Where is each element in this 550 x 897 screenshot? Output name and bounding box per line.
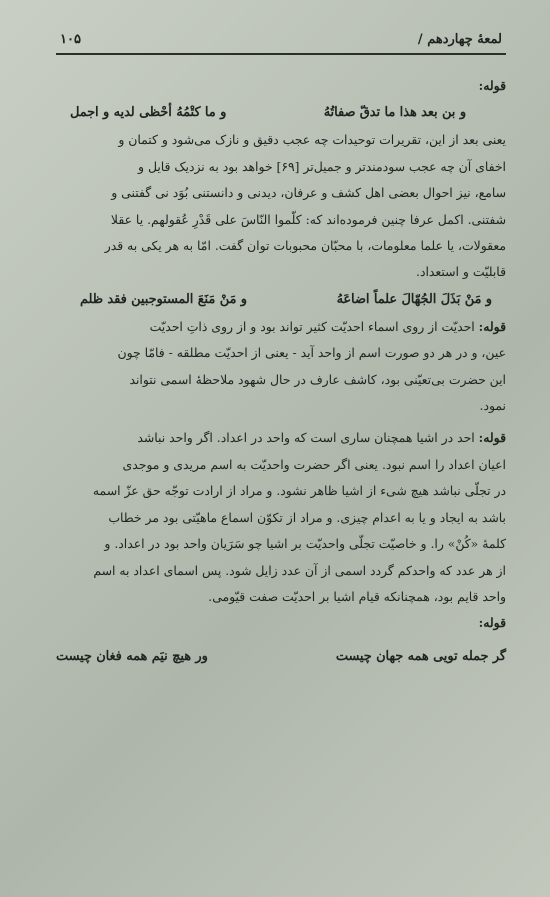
section-label: قوله: [478, 615, 506, 631]
body-line: از هر عدد که واحدکم گردد اسمی از آن عدد زایل شود. پس اسمای اعداد به اسم [93, 562, 506, 578]
body-line: کلمهٔ «کُنْ» را. و خاصیّت تجلّی واحدیّت بر اشیا چو سَرَیان واحد بود در اعداد. و [104, 536, 506, 552]
verse-hemistich-first: گر جمله تویی همه جهان چیست [335, 648, 506, 664]
body-line: این حضرت بی‌تعیّنی بود، کاشف عارف در حال شهود ملاحظهٔ اسمی نتواند [129, 371, 506, 387]
verse-couplet [56, 286, 506, 314]
body-line: یعنی بعد از این، تقریرات توحیدات چه عجب دقیق و نازک می‌شود و کتمان و [118, 132, 506, 148]
section-label: قوله: [478, 318, 506, 334]
section-label: قوله: [478, 430, 506, 446]
body-line: قوله: احدیّت از روی اسماء احدیّت کثیر تواند بود و از روی ذاتِ احدیّت [149, 318, 506, 334]
body-line: شفتنی. اکمل عرفا چنین فرموده‌اند که: کلّموا النّاسَ علی قَدْرِ عُقولهم. یا عقلا [110, 211, 506, 227]
running-head [56, 32, 506, 53]
verse-hemistich-second: و مَنْ مَنَعَ المستوجبین فقد ظلم [80, 291, 247, 307]
verse-hemistich-second: ور هیچ نیَم همه فغان چیست [56, 648, 208, 664]
body-line: قوله: احد در اشیا همچنان ساری است که واحد در اعداد. اگر واحد نباشد [137, 430, 506, 446]
section-label: قوله: [478, 78, 506, 93]
running-title: لمعهٔ چهاردهم / [417, 32, 502, 47]
body-line: سامع، نیز احوال بعضی اهل کشف و عرفان، دیدنی و دانستنی بُوَد نی گفتنی و [111, 185, 506, 201]
verse-hemistich-first: و بن بعد هذا ما تدقّ صفاتُهُ [323, 105, 466, 121]
body-line: اعیان اعداد را اسم نبود. یعنی اگر حضرت واحدیّت به اسم مریدی و موجدی [122, 456, 506, 472]
body-line: در تجلّی نباشد هیچ شیء از اشیا ظاهر نشود. و مراد از ارادت توجّه حق عزّ اسمه [92, 483, 506, 499]
body-line: نمود. [479, 398, 506, 414]
verse-hemistich-second: و ما کتْمُهُ أحْظی لدیه و اجمل [70, 105, 227, 121]
header-rule [56, 53, 506, 55]
body-line: واحد قایم بود، همچنانکه قیام اشیا بر احدیّت صفت قیّومی. [208, 588, 506, 604]
body-line: معقولات، یا علما معلومات، با محبّان محبوبات توان گفت. امّا به هر یکی به قدر [104, 238, 506, 254]
body-line: باشد به ایجاد و یا به اعدام چیزی. و مراد از تکوّن اسماع ماهیّتی بود مر خطاب [108, 509, 506, 525]
verse-couplet [56, 99, 506, 127]
verse-couplet [56, 637, 506, 671]
body-line: عین، و در هر دو صورت اسم از واحد آید - یعنی از احدیّت مطلقه - فامّا چون [117, 345, 506, 361]
body-line: اخفای آن چه عجب سودمندتر و جمیل‌تر [۶۹] خواهد بود به نزدیک قایل و [138, 158, 506, 174]
page-number: ۱۰۵ [60, 32, 81, 47]
verse-hemistich-first: و مَنْ بَذَلَ الجُهّالَ علماً اضاعَهُ [336, 291, 492, 307]
body-line: قابلیّت و استعداد. [416, 264, 506, 280]
